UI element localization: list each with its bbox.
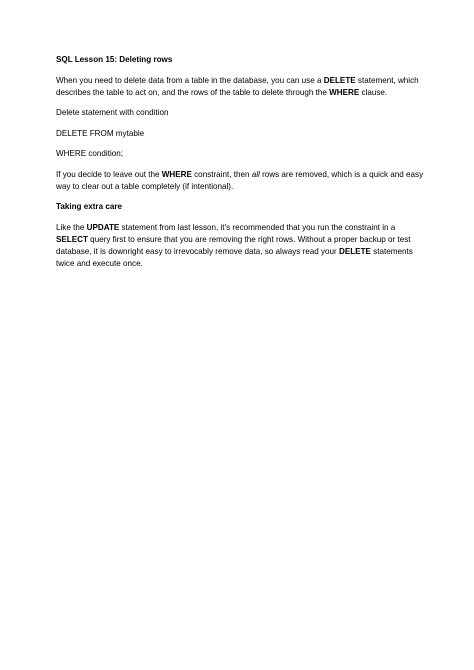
code-line-where: WHERE condition; [56, 149, 124, 158]
text-span: If you decide to leave out the [56, 169, 162, 179]
text-span: clause. [359, 87, 388, 97]
intro-paragraph [56, 75, 426, 99]
text-span: When you need to delete data from a table in the database, you can use a [56, 75, 324, 85]
text-span: query first to ensure that you are removing the right rows. Without a proper backup or test database, it is downright easy to irrevocably remove data, so always read your [56, 234, 411, 256]
keyword-delete: DELETE [338, 246, 371, 256]
text-span: statement, which describes the table to act on, and the rows of the table to delete through the [56, 75, 419, 97]
document-content [56, 54, 426, 278]
emphasis-all: all [251, 169, 260, 179]
statement-caption: Delete statement with condition [56, 108, 169, 117]
text-span: rows are removed, which is a quick and easy way to clear out a table completely (if intentional). [56, 169, 424, 191]
text-span: statements twice and execute once. [56, 246, 413, 268]
care-paragraph [56, 222, 426, 270]
keyword-where: WHERE [161, 169, 192, 179]
keyword-update: UPDATE [86, 222, 120, 232]
keyword-select: SELECT [56, 234, 88, 244]
text-span: statement from last lesson, it's recommended that you run the constraint in a [119, 222, 396, 232]
code-line-delete-from: DELETE FROM mytable [56, 128, 145, 138]
where-paragraph [56, 169, 426, 193]
keyword-where: WHERE [329, 87, 360, 97]
document-title: SQL Lesson 15: Deleting rows [56, 55, 173, 64]
text-span: constraint, then [191, 169, 252, 179]
section-heading: Taking extra care [56, 202, 122, 211]
text-span: Like the [56, 222, 87, 232]
keyword-delete: DELETE [323, 75, 356, 85]
